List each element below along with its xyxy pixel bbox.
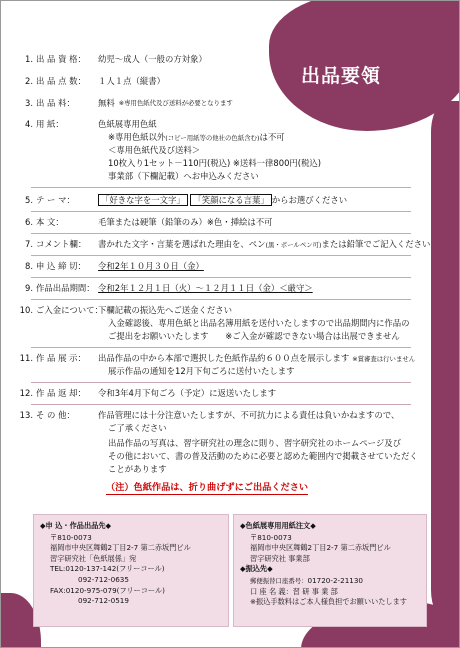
zip-code: 〒810-0073 xyxy=(50,532,92,542)
item-paper: 4. 用 紙： 色紙展専用色紙 xyxy=(25,119,157,129)
divider xyxy=(31,404,411,405)
item-count: 2. 出 品 点 数： １人１点（縦書） xyxy=(25,76,165,86)
divider xyxy=(31,347,411,348)
other-note-3: その他において、書の普及活動のために必要と認めた範囲内で掲載させていただく xyxy=(108,451,418,461)
divider xyxy=(31,382,411,383)
item-fee: 3. 出 品 料： 無料 ※専用色紙代及び送料が必要となります xyxy=(25,98,233,108)
tel: 092-712-0635 xyxy=(78,574,129,584)
bank-heading: ◆振込先◆ xyxy=(240,564,273,574)
item-theme: 5. テ ー マ： 「好きな字を一文字」 「笑顔になる言葉」 からお選びください xyxy=(25,195,348,205)
paper-note-2: ＜専用色紙代及び送料＞ xyxy=(108,145,201,155)
order-info-box xyxy=(233,514,427,627)
item-exhibit: 11. 作 品 展 示： 出品作品の中から本部で選択した色紙作品約６００点を展示します ※賞審査は行いません xyxy=(19,353,416,363)
exhibit-note: 展示作品の通知を12月下旬ごろに送付いたします xyxy=(108,366,295,376)
item-qualification: 1. 出 品 資 格： 幼児～成人（一般の方対象） xyxy=(25,54,207,64)
bank-account: 郵便振替口座番号：01720-2-21130 xyxy=(250,575,364,585)
notice-text: （注）色紙作品は、折り曲げずにご出品ください xyxy=(106,482,309,493)
divider xyxy=(31,211,411,212)
paper-note-4: 事業部（下欄記載）へお申込みください xyxy=(108,171,259,181)
item-deadline: 8. 申 込 締 切： 令和2年１０月３０日（金） xyxy=(25,261,204,271)
item-other: 13. そ の 他： 作品管理には十分注意いたしますが、不可抗力による責任は負いかねますので、 xyxy=(19,410,400,420)
recipient: 習字研究社「色紙展係」宛 xyxy=(50,553,137,563)
page-title: 出品要領 xyxy=(301,65,382,87)
address: 福岡市中央区舞鶴2丁目2-7 第二赤坂門ビル xyxy=(50,543,191,553)
other-note-1: ご了承ください xyxy=(108,423,167,433)
divider xyxy=(31,187,411,188)
order-address: 福岡市中央区舞鶴2丁目2-7 第二赤坂門ビル xyxy=(250,543,391,553)
divider xyxy=(31,233,411,234)
tel-free: TEL:0120-137-142(フリーコール) xyxy=(50,564,165,574)
item-period: 9. 作品出品期間： 令和2年１２月１日（火）～１２月１１日（金）＜厳守＞ xyxy=(25,283,313,293)
other-note-2: 出品作品の写真は、習字研究社の理念に則り、習字研究社のホームページ及び xyxy=(108,438,401,448)
divider xyxy=(31,277,411,278)
item-return: 12. 作 品 返 却： 令和3年4月下旬ごろ（予定）に返送いたします xyxy=(19,388,277,398)
payment-note-2: ご提出をお願いいたします ※ご入金が確認できない場合は出展できません xyxy=(108,331,400,341)
brush-blob-right-strip xyxy=(431,101,460,621)
paper-note-1: ※専用色紙以外(コピー用紙等の他社の色紙含む)は不可 xyxy=(108,132,285,142)
fax: 092-712-0519 xyxy=(78,596,129,606)
account-name: 口 座 名 義：習 研 事 業 部 xyxy=(250,586,338,596)
divider xyxy=(31,299,411,300)
order-zip-code: 〒810-0073 xyxy=(250,532,292,542)
fax-free: FAX:0120-975-079(フリーコール) xyxy=(50,585,165,595)
fee-note: ※振込手数料はご本人様負担でお願いいたします xyxy=(250,597,407,607)
paper-note-3: 10枚入り1セット－110円(税込) ※送料一律800円(税込) xyxy=(108,158,322,168)
submission-heading: ◆申 込・作品出品先◆ xyxy=(40,521,112,530)
payment-note-1: 入金確認後、専用色紙と出品名簿用紙を送付いたしますので出品期間内に作品の xyxy=(108,318,410,328)
other-note-4: ことがあります xyxy=(108,464,167,474)
submission-info-box xyxy=(33,514,229,627)
order-recipient: 習字研究社 事業部 xyxy=(250,553,310,563)
order-heading: ◆色紙展専用用紙注文◆ xyxy=(240,521,316,530)
item-payment: 10. ご入金について： 下欄記載の振込先へご送金ください xyxy=(19,305,232,315)
item-body: 6. 本 文： 毛筆または硬筆（鉛筆のみ）※色・挿絵は不可 xyxy=(25,217,273,227)
divider xyxy=(31,255,411,256)
item-comment: 7. コメント欄： 書かれた文字・言葉を選ばれた理由を、ペン(黒・ボールペン可)または鉛筆でご記入ください xyxy=(25,239,431,249)
